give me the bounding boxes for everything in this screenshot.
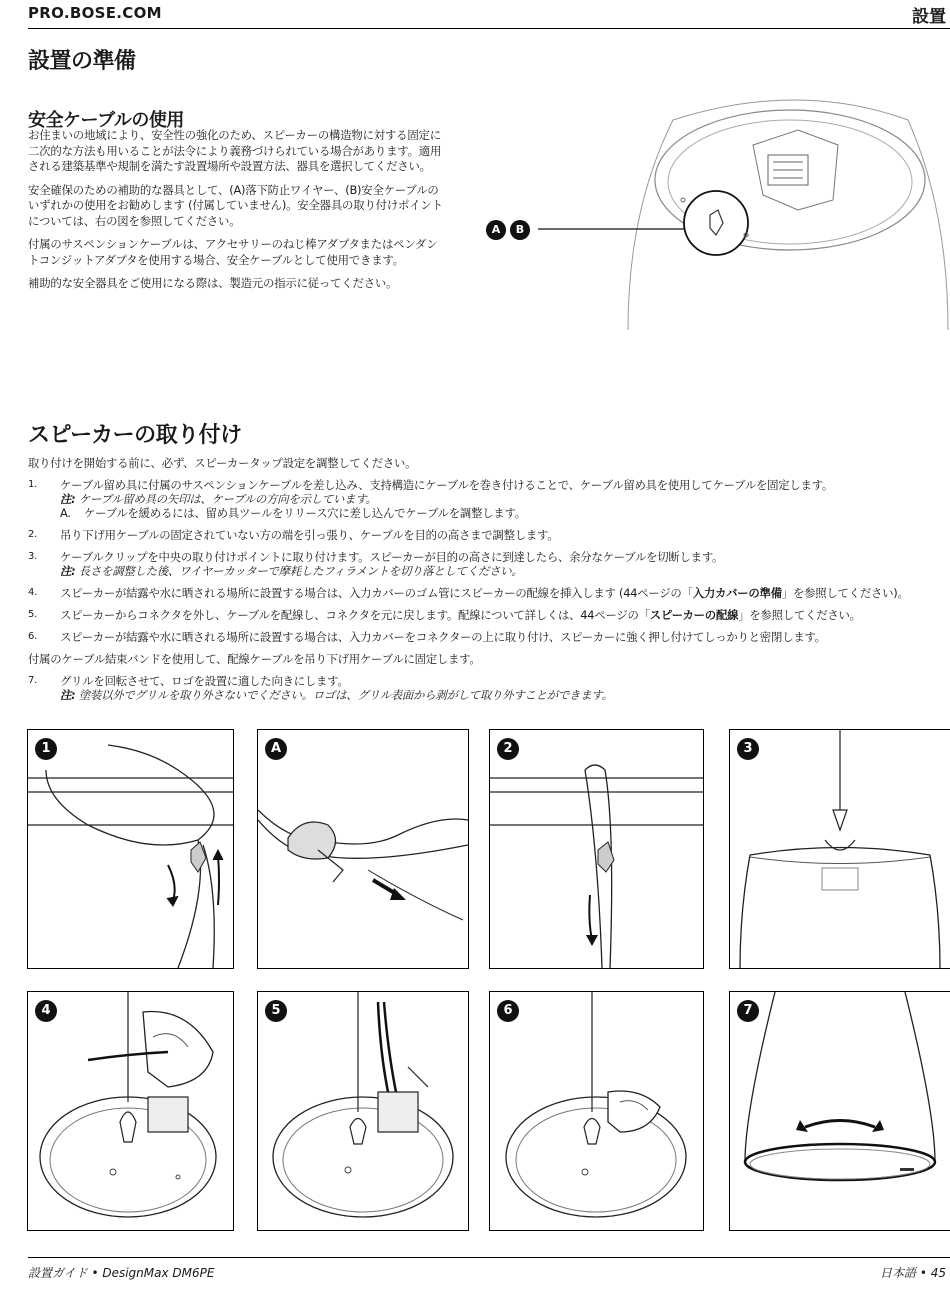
panel-number-badge: 7 xyxy=(737,1000,759,1022)
illustration-panel-2 xyxy=(489,729,704,969)
step-text: グリルを回転させて、ロゴを設置に適した向きにします。 xyxy=(60,674,349,688)
panel-number-badge: 1 xyxy=(35,738,57,760)
step-item xyxy=(28,528,948,542)
speaker-hang-illustration xyxy=(730,730,950,968)
step-item xyxy=(28,630,948,644)
note-label: 注: xyxy=(60,688,76,702)
step-text: ケーブル留め具に付属のサスペンションケーブルを差し込み、支持構造にケーブルを巻き付けることで、ケーブル留め具を使用してケーブルを固定します。 xyxy=(60,478,834,492)
panel-number-badge: 5 xyxy=(265,1000,287,1022)
step-note xyxy=(60,688,948,702)
section-label: 設置 xyxy=(912,7,946,27)
note-text: ケーブル留め具の矢印は、ケーブルの方向を示しています。 xyxy=(78,492,377,506)
safety-paragraph: お住まいの地域により、安全性の強化のため、スピーカーの構造物に対する固定に二次的な方法も用いることが法令により義務づけられている場合があります。適用される建築基準や規制を満たす設置場所や設置方法、器具を選択してください。 xyxy=(28,128,442,173)
panel-number-badge: 2 xyxy=(497,738,519,760)
step-text: スピーカーからコネクタを外し、ケーブルを配線し、コネクタを元に戻します。配線について詳しくは、44ページの「 xyxy=(60,608,650,622)
mount-intro: 取り付けを開始する前に、必ず、スピーカータップ設定を調整してください。 xyxy=(28,456,417,470)
note-text: 長さを調整した後、ワイヤーカッターで摩耗したフィラメントを切り落としてください。 xyxy=(78,564,523,578)
panel-number-badge: 4 xyxy=(35,1000,57,1022)
step-text: 」を参照してください。 xyxy=(738,608,861,622)
step-text: スピーカーが結露や水に晒される場所に設置する場合は、入力カバーのゴム管にスピーカーの配線を挿入します (44ページの「 xyxy=(60,586,693,600)
illustration-panel-4 xyxy=(27,991,234,1231)
step-number: 5. xyxy=(28,609,38,620)
safety-diagram xyxy=(478,90,950,335)
panel-letter-badge: A xyxy=(265,738,287,760)
step-note xyxy=(60,492,948,506)
step-number: 7. xyxy=(28,675,38,686)
step-number: 2. xyxy=(28,529,38,540)
illustration-panel-a xyxy=(257,729,469,969)
footer-page-number: 日本語 • 45 xyxy=(880,1266,946,1280)
input-cover-illustration xyxy=(28,992,233,1230)
safety-paragraph: 付属のサスペンションケーブルは、アクセサリーのねじ棒アダプタまたはペンダントコンジットアダプタを使用する場合、安全ケーブルとして使用できます。 xyxy=(28,237,438,267)
connector-wiring-illustration xyxy=(258,992,468,1230)
note-label: 注: xyxy=(60,564,76,578)
step-item xyxy=(28,586,948,600)
sub-step xyxy=(60,506,948,520)
step-item xyxy=(28,550,948,578)
step-text: スピーカーが結露や水に晒される場所に設置する場合は、入力カバーをコネクターの上に取り付け、スピーカーに強く押し付けてしっかりと密閉します。 xyxy=(60,630,826,644)
step-number: 6. xyxy=(28,631,38,642)
sub-step-text: ケーブルを緩めるには、留め具ツールをリリース穴に差し込んでケーブルを調整します。 xyxy=(84,506,526,520)
illustration-panel-3 xyxy=(729,729,950,969)
step-text: ケーブルクリップを中央の取り付けポイントに取り付けます。スピーカーが目的の高さに到達したら、余分なケーブルを切断します。 xyxy=(60,550,724,564)
step-number: 1. xyxy=(28,479,38,490)
step-text: 吊り下げ用ケーブルの固定されていない方の端を引っ張り、ケーブルを目的の高さまで調整します。 xyxy=(60,528,559,542)
step-item xyxy=(28,608,948,622)
mount-title: スピーカーの取り付け xyxy=(28,423,242,448)
cable-adjust-illustration xyxy=(490,730,703,968)
illustration-panel-6 xyxy=(489,991,704,1231)
note-label: 注: xyxy=(60,492,76,506)
cable-loop-illustration xyxy=(28,730,233,968)
illustration-panel-5 xyxy=(257,991,469,1231)
grille-rotate-illustration xyxy=(730,992,950,1230)
mount-instructions xyxy=(28,456,948,710)
footer-rule xyxy=(28,1257,950,1258)
tie-instruction: 付属のケーブル結束バンドを使用して、配線ケーブルを吊り下げ用ケーブルに固定します。 xyxy=(28,652,481,666)
step-note xyxy=(60,564,948,578)
panel-number-badge: 3 xyxy=(737,738,759,760)
site-url: PRO.BOSE.COM xyxy=(28,4,162,22)
step-item xyxy=(28,674,948,702)
label-b-badge: B xyxy=(510,220,530,240)
cable-release-illustration xyxy=(258,730,468,968)
safety-title: 安全ケーブルの使用 xyxy=(28,110,184,131)
speaker-top-illustration xyxy=(478,90,950,335)
safety-body xyxy=(28,128,448,300)
step-link-text: スピーカーの配線 xyxy=(649,608,739,622)
header-rule xyxy=(28,28,950,29)
step-text: 」を参照してください)。 xyxy=(781,586,909,600)
note-text: 塗装以外でグリルを取り外さないでください。ロゴは、グリル表面から剥がして取り外すことができます。 xyxy=(78,688,613,702)
panel-number-badge: 6 xyxy=(497,1000,519,1022)
illustration-panel-7 xyxy=(729,991,950,1231)
step-item xyxy=(28,478,948,520)
sub-step-number: A. xyxy=(60,506,71,520)
label-a-badge: A xyxy=(486,220,506,240)
safety-paragraph: 安全確保のための補助的な器具として、(A)落下防止ワイヤー、(B)安全ケーブルのいずれかの使用をお勧めします (付属していません)。安全器具の取り付けポイントについては、右の図を参照してください。 xyxy=(28,182,443,228)
prep-title: 設置の準備 xyxy=(28,49,136,74)
step-number: 4. xyxy=(28,587,38,598)
step-number: 3. xyxy=(28,551,38,562)
illustration-panel-1 xyxy=(27,729,234,969)
step-link-text: 入力カバーの準備 xyxy=(692,586,782,600)
footer-guide-title: 設置ガイド • DesignMax DM6PE xyxy=(28,1266,215,1280)
safety-paragraph: 補助的な安全器具をご使用になる際は、製造元の指示に従ってください。 xyxy=(28,276,398,290)
cover-seal-illustration xyxy=(490,992,703,1230)
